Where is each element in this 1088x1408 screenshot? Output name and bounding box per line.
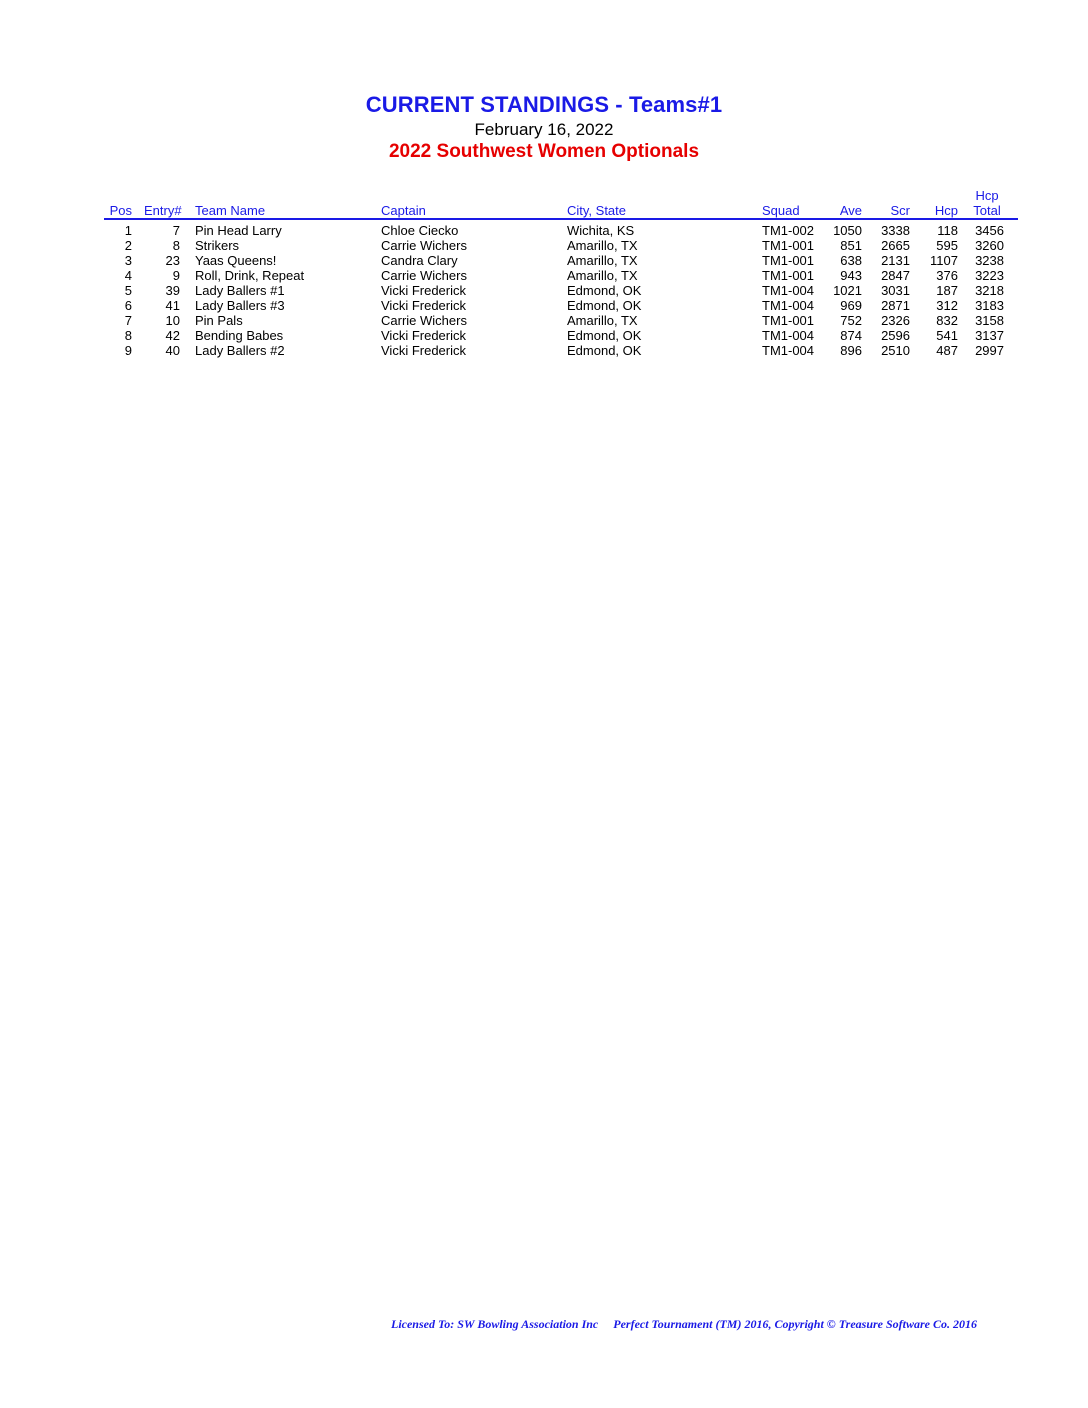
cell-city-state: Amarillo, TX: [567, 253, 638, 268]
cell-city-state: Edmond, OK: [567, 328, 642, 343]
cell-hcp-total: 3158: [975, 313, 1004, 328]
table-row: [0, 298, 1088, 313]
cell-captain: Carrie Wichers: [381, 238, 467, 253]
cell-captain: Vicki Frederick: [381, 283, 467, 298]
column-header-team-name: Team Name: [195, 203, 266, 218]
cell-squad: TM1-002: [762, 223, 815, 238]
cell-city-state: Edmond, OK: [567, 283, 642, 298]
cell-hcp-total: 3183: [975, 298, 1004, 313]
cell-captain: Candra Clary: [381, 253, 458, 268]
cell-scr: 3031: [881, 283, 910, 298]
cell-pos: 6: [124, 298, 132, 313]
page-title: CURRENT STANDINGS - Teams#1: [365, 92, 723, 117]
cell-squad: TM1-001: [762, 313, 815, 328]
table-row: [0, 268, 1088, 283]
column-header-squad: Squad: [762, 203, 800, 218]
table-row: [0, 328, 1088, 343]
cell-hcp: 1107: [930, 253, 958, 268]
cell-ave: 638: [840, 253, 862, 268]
column-header-hcp-total: [966, 188, 1008, 218]
cell-ave: 752: [840, 313, 862, 328]
header-divider: [104, 218, 1018, 220]
cell-squad: TM1-001: [762, 238, 815, 253]
cell-city-state: Edmond, OK: [567, 343, 642, 358]
cell-hcp-total: 2997: [975, 343, 1004, 358]
cell-entry: 40: [165, 343, 180, 358]
cell-entry: 39: [165, 283, 180, 298]
cell-hcp: 118: [937, 223, 958, 238]
cell-pos: 3: [124, 253, 132, 268]
cell-squad: TM1-001: [762, 253, 815, 268]
cell-squad: TM1-001: [762, 268, 815, 283]
column-header-city-state: City, State: [567, 203, 627, 218]
cell-hcp: 376: [936, 268, 958, 283]
cell-hcp: 187: [936, 283, 958, 298]
cell-city-state: Edmond, OK: [567, 298, 642, 313]
cell-team-name: Roll, Drink, Repeat: [195, 268, 305, 283]
cell-scr: 2871: [881, 298, 910, 313]
cell-scr: 2847: [881, 268, 910, 283]
table-row: [0, 313, 1088, 328]
table-header: [0, 186, 1088, 220]
table-row: [0, 253, 1088, 268]
table-row: [0, 238, 1088, 253]
cell-scr: 2131: [881, 253, 910, 268]
cell-hcp: 832: [936, 313, 958, 328]
cell-pos: 7: [124, 313, 132, 328]
table-row: [0, 283, 1088, 298]
cell-scr: 2596: [881, 328, 910, 343]
cell-hcp-total: 3223: [975, 268, 1004, 283]
cell-hcp: 541: [936, 328, 958, 343]
cell-captain: Vicki Frederick: [381, 343, 467, 358]
standings-table-body: [0, 223, 1088, 358]
cell-squad: TM1-004: [762, 283, 815, 298]
cell-scr: 2665: [881, 238, 910, 253]
cell-team-name: Lady Ballers #1: [195, 283, 285, 298]
cell-scr: 3338: [881, 223, 910, 238]
cell-team-name: Bending Babes: [195, 328, 284, 343]
cell-city-state: Amarillo, TX: [567, 238, 638, 253]
report-date: February 16, 2022: [474, 120, 614, 139]
cell-entry: 9: [172, 268, 180, 283]
cell-captain: Carrie Wichers: [381, 313, 467, 328]
column-header-captain: Captain: [381, 203, 426, 218]
cell-squad: TM1-004: [762, 298, 815, 313]
cell-pos: 9: [124, 343, 132, 358]
cell-city-state: Wichita, KS: [567, 223, 635, 238]
license-footer: [0, 1317, 1088, 1332]
cell-entry: 23: [165, 253, 180, 268]
cell-captain: Chloe Ciecko: [381, 223, 459, 238]
cell-entry: 7: [172, 223, 180, 238]
table-row: [0, 343, 1088, 358]
cell-ave: 1050: [833, 223, 862, 238]
cell-entry: 41: [165, 298, 180, 313]
cell-entry: 42: [165, 328, 180, 343]
cell-hcp-total: 3218: [975, 283, 1004, 298]
cell-scr: 2510: [881, 343, 910, 358]
table-row: [0, 223, 1088, 238]
cell-captain: Vicki Frederick: [381, 328, 467, 343]
cell-hcp: 595: [936, 238, 958, 253]
column-header-ave: Ave: [839, 203, 862, 218]
cell-pos: 1: [124, 223, 132, 238]
cell-ave: 874: [840, 328, 862, 343]
cell-hcp: 487: [936, 343, 958, 358]
cell-pos: 5: [124, 283, 132, 298]
cell-hcp-total: 3238: [975, 253, 1004, 268]
column-header-entry: Entry#: [144, 203, 182, 218]
cell-ave: 896: [840, 343, 862, 358]
cell-team-name: Lady Ballers #3: [195, 298, 285, 313]
cell-scr: 2326: [881, 313, 910, 328]
cell-pos: 2: [124, 238, 132, 253]
column-header-pos: Pos: [109, 203, 132, 218]
copyright-text: Perfect Tournament (TM) 2016, Copyright © Treasure Software Co. 2016: [613, 1317, 977, 1331]
cell-captain: Carrie Wichers: [381, 268, 467, 283]
cell-team-name: Yaas Queens!: [195, 253, 277, 268]
cell-ave: 851: [840, 238, 862, 253]
cell-ave: 969: [840, 298, 862, 313]
cell-captain: Vicki Frederick: [381, 298, 467, 313]
column-header-hcp: Hcp: [934, 203, 958, 218]
column-header-hcp-total-top: Hcp: [975, 188, 999, 203]
cell-team-name: Pin Head Larry: [195, 223, 282, 238]
column-header-scr: Scr: [890, 203, 910, 218]
cell-hcp-total: 3137: [975, 328, 1004, 343]
cell-pos: 4: [124, 268, 132, 283]
cell-squad: TM1-004: [762, 343, 815, 358]
cell-city-state: Amarillo, TX: [567, 268, 638, 283]
cell-hcp-total: 3456: [975, 223, 1004, 238]
cell-hcp-total: 3260: [975, 238, 1004, 253]
cell-squad: TM1-004: [762, 328, 815, 343]
cell-hcp: 312: [936, 298, 958, 313]
tournament-name: 2022 Southwest Women Optionals: [388, 141, 700, 162]
license-text: Licensed To: SW Bowling Association Inc: [390, 1317, 599, 1331]
cell-entry: 8: [172, 238, 180, 253]
cell-entry: 10: [165, 313, 180, 328]
cell-city-state: Amarillo, TX: [567, 313, 638, 328]
cell-ave: 1021: [833, 283, 862, 298]
cell-ave: 943: [840, 268, 862, 283]
cell-team-name: Pin Pals: [195, 313, 243, 328]
cell-team-name: Lady Ballers #2: [195, 343, 285, 358]
cell-pos: 8: [124, 328, 132, 343]
cell-team-name: Strikers: [195, 238, 240, 253]
column-header-hcp-total-bottom: Total: [973, 203, 1001, 218]
